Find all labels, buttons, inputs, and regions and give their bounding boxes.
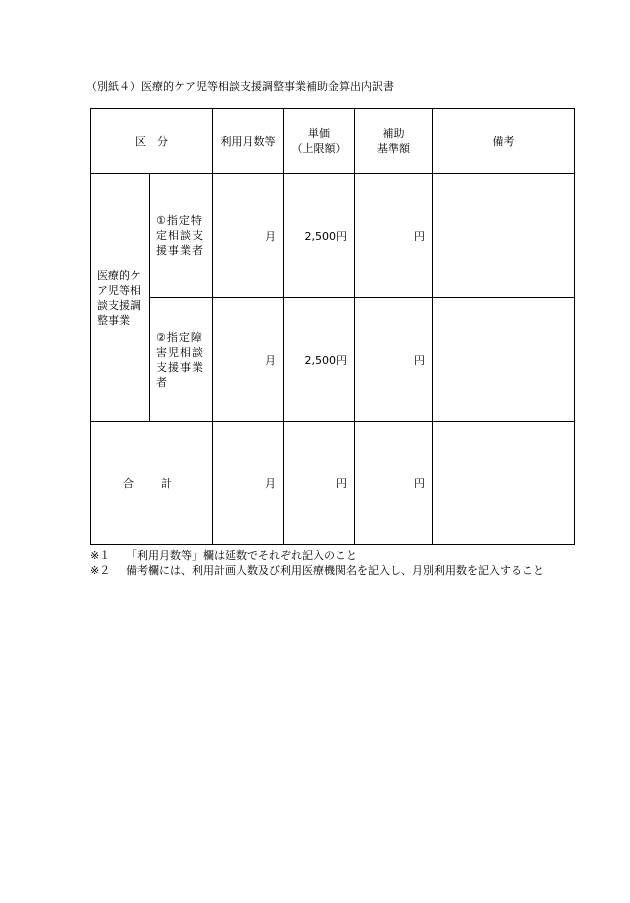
category-label-line: 整事業: [97, 313, 130, 327]
header-unit-price: [284, 109, 355, 174]
note-item: [90, 548, 544, 563]
header-remarks: 備考: [433, 109, 575, 174]
total-unit-price-cell: 円: [284, 422, 355, 545]
total-row: [91, 422, 575, 545]
category-label-line: 談支援調: [97, 298, 141, 312]
months-cell: 月: [213, 298, 284, 422]
header-subsidy-line1: 補助: [382, 127, 405, 140]
notes: [90, 548, 544, 578]
total-subsidy-cell: 円: [355, 422, 433, 545]
remarks-cell: [433, 298, 575, 422]
category-label: [91, 174, 150, 422]
breakdown-table: [90, 108, 575, 545]
total-label: 合 計: [91, 422, 213, 545]
row-label: [150, 174, 213, 298]
category-label-line: 医療的ケ: [97, 268, 141, 282]
note-text: 備考欄には、利用計画人数及び利用医療機関名を記入し、月別利用数を記入すること: [126, 564, 544, 577]
months-cell: 月: [213, 174, 284, 298]
note-text: 「利用月数等」欄は延数でそれぞれ記入のこと: [126, 549, 357, 562]
row-label-line: 者: [156, 375, 168, 389]
subsidy-cell: 円: [355, 174, 433, 298]
row-label: [150, 298, 213, 422]
header-row: [91, 109, 575, 174]
header-months: 利用月数等: [213, 109, 284, 174]
document-title: （別紙４）医療的ケア児等相談支援調整事業補助金算出内訳書: [86, 80, 394, 93]
total-remarks-cell: [433, 422, 575, 545]
table-row: [91, 298, 575, 422]
row-label-line: 支援事業: [156, 360, 204, 374]
row-label-line: 害児相談: [156, 345, 204, 359]
note-item: [90, 563, 544, 578]
header-unit-price-line1: 単価: [308, 127, 330, 140]
header-category: 区 分: [91, 109, 213, 174]
unit-price-cell: 2,500円: [284, 298, 355, 422]
remarks-cell: [433, 174, 575, 298]
header-subsidy: [355, 109, 433, 174]
header-unit-price-line2: （上限額）: [291, 142, 347, 155]
table-row: [91, 174, 575, 298]
unit-price-cell: 2,500円: [284, 174, 355, 298]
row-label-line: ②指定障: [156, 330, 203, 344]
category-label-line: ア児等相: [97, 283, 141, 297]
note-mark: ※２: [90, 564, 111, 577]
subsidy-cell: 円: [355, 298, 433, 422]
row-label-line: ①指定特: [156, 214, 203, 227]
note-mark: ※１: [90, 549, 111, 562]
total-months-cell: 月: [213, 422, 284, 545]
row-label-line: 援事業者: [156, 244, 204, 257]
row-label-line: 定相談支: [156, 229, 204, 242]
header-subsidy-line2: 基準額: [377, 142, 410, 155]
